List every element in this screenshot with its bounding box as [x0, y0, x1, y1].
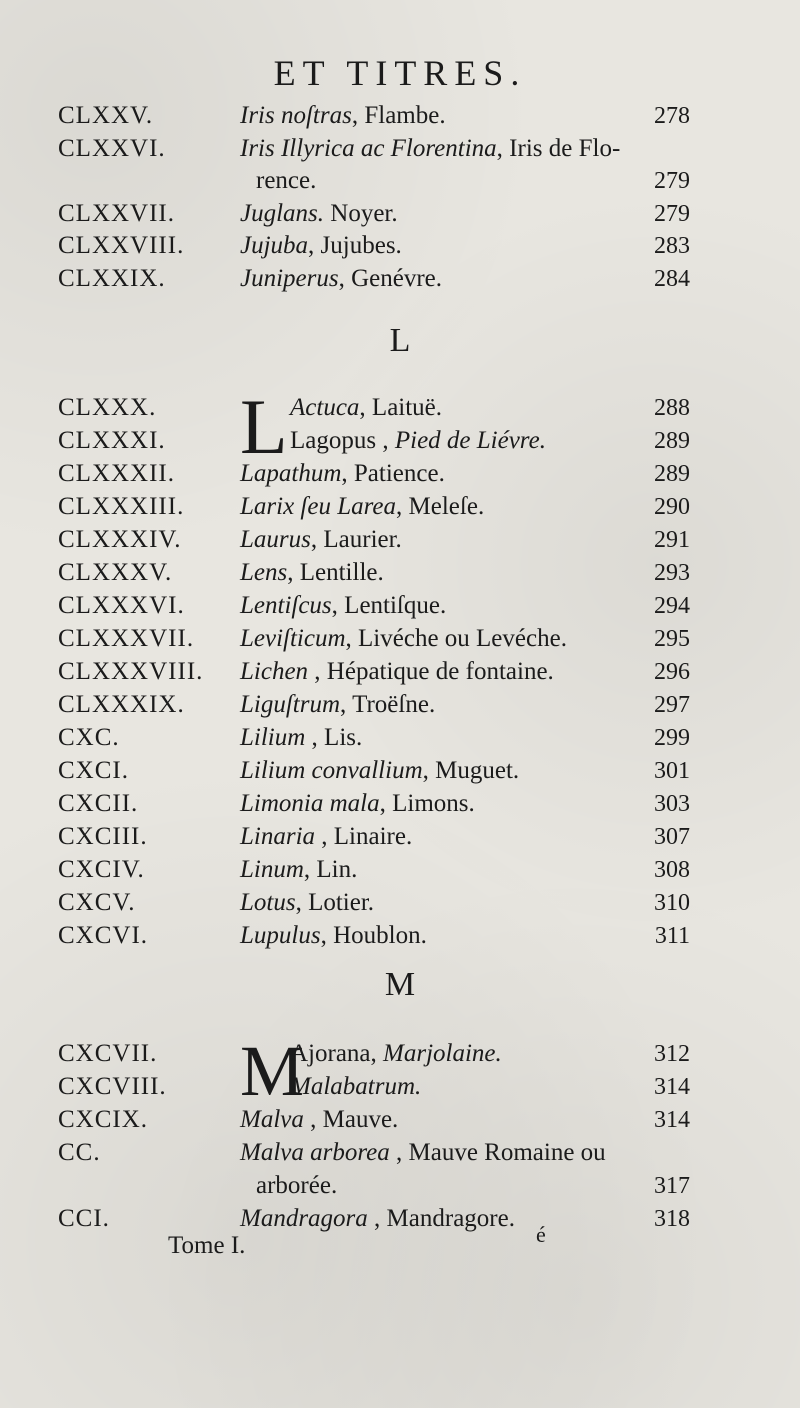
french-name: Ajorana,: [290, 1040, 384, 1067]
latin-name: Limonia mala: [240, 790, 380, 817]
page-number: 289: [654, 428, 690, 454]
entry-number: CXCVII.: [58, 1040, 158, 1067]
entry-number: CLXXXIII.: [58, 493, 185, 520]
latin-name: Laurus: [240, 526, 311, 553]
entry-number: CC.: [58, 1139, 101, 1166]
separator: ,: [303, 856, 317, 883]
latin-name: Lilium convallium: [240, 757, 423, 784]
entry-number: CXCV.: [58, 889, 136, 916]
separator: ,: [367, 1205, 387, 1232]
entry-number: CLXXXVIII.: [58, 658, 204, 685]
entry-name: [240, 621, 567, 657]
latin-name: Juglans.: [240, 199, 325, 227]
entry-name: [290, 423, 546, 459]
separator: ,: [379, 790, 393, 817]
entry-name: [240, 131, 620, 167]
separator: ,: [345, 625, 359, 652]
index-entry: [0, 522, 800, 558]
index-entry: [0, 819, 800, 855]
french-name: Laituë.: [371, 394, 443, 421]
entry-name: [240, 588, 446, 624]
latin-name: Actuca: [290, 394, 360, 421]
separator: ,: [340, 691, 353, 718]
page-number: 312: [654, 1041, 690, 1067]
latin-name: Jujuba: [240, 232, 309, 259]
separator: ,: [305, 724, 325, 751]
latin-name: Lilium: [240, 724, 306, 751]
page-number: 303: [654, 791, 690, 817]
page-number: 314: [654, 1107, 690, 1133]
entry-number: CXCVI.: [58, 922, 149, 949]
index-entry: [0, 918, 800, 954]
entry-name: [240, 654, 554, 690]
page-number: 291: [654, 527, 690, 553]
latin-name: Lentiſcus: [240, 592, 332, 619]
latin-name: Juniperus: [240, 264, 339, 292]
french-name: Muguet.: [435, 757, 520, 784]
latin-name: Mandragora: [240, 1205, 368, 1232]
entry-name: [240, 228, 402, 264]
entry-name: [240, 555, 384, 591]
french-name: Limons.: [392, 790, 475, 817]
entry-name: [240, 98, 446, 134]
entry-name: [240, 918, 427, 954]
latin-name: Liguſtrum: [240, 691, 341, 718]
index-entry: [0, 588, 800, 624]
french-name: Lin.: [316, 856, 358, 883]
index-entry: [0, 489, 800, 525]
page-number: 284: [654, 265, 690, 292]
index-entry: [0, 786, 800, 822]
latin-name: Lotus: [240, 889, 296, 916]
entry-name: [240, 1201, 515, 1237]
french-name: Mandragore.: [386, 1205, 515, 1232]
page-header: ET TITRES.: [273, 53, 527, 93]
index-entry: [0, 687, 800, 723]
entry-name: [240, 1135, 606, 1171]
entry-number: CLXXV.: [58, 102, 154, 129]
french-name: Houblon.: [333, 922, 427, 949]
index-entry: [0, 131, 800, 167]
entry-number: CLXXXVII.: [58, 625, 195, 652]
entry-name: [240, 1102, 398, 1138]
index-entry: [0, 1069, 800, 1105]
french-name: arborée.: [256, 1172, 338, 1199]
separator: ,: [496, 134, 510, 162]
latin-name: Lens: [240, 559, 288, 586]
french-name: Lentille.: [299, 559, 384, 586]
french-name: Troëſne.: [352, 691, 436, 718]
french-name: Livéche ou Levéche.: [358, 625, 567, 652]
page-number: 283: [654, 233, 690, 259]
french-name-italic: Pied de Liévre.: [394, 427, 546, 454]
entry-number: CXCIII.: [58, 823, 148, 850]
entry-number: CXCIV.: [58, 856, 145, 883]
french-name: Meleſe.: [408, 493, 485, 520]
french-name: Lis.: [324, 724, 363, 751]
page-number: 317: [654, 1173, 690, 1199]
entry-name: [240, 489, 484, 525]
entry-number: CXCII.: [58, 790, 139, 817]
entry-number: CXCIX.: [58, 1106, 149, 1133]
dropcap-m: M: [240, 1031, 305, 1111]
entry-number: CLXXXVI.: [58, 592, 185, 619]
french-name: Hépatique de fontaine.: [326, 658, 554, 685]
entry-number: CLXXX.: [58, 394, 157, 421]
page-number: 278: [654, 103, 690, 129]
french-name: Mauve Romaine ou: [408, 1139, 606, 1166]
entry-number: CLXXXIX.: [58, 691, 185, 718]
separator: ,: [308, 232, 321, 259]
index-entry: [0, 1102, 800, 1138]
separator: ,: [422, 757, 436, 784]
separator: ,: [331, 592, 345, 619]
page-number: 279: [654, 168, 690, 194]
entry-number: CXC.: [58, 724, 120, 751]
signature-mark: é: [536, 1222, 546, 1247]
separator: ,: [310, 526, 324, 553]
index-entry: [0, 423, 800, 459]
entry-number: CLXXXII.: [58, 460, 176, 487]
index-entry: [0, 885, 800, 921]
page-number: 308: [654, 857, 690, 883]
index-entry: [0, 1168, 800, 1204]
separator: ,: [295, 889, 309, 916]
index-entry: [0, 1135, 800, 1171]
volume-footer: Tome I.: [168, 1232, 246, 1259]
entry-name: [256, 1168, 337, 1204]
index-entry: [0, 163, 800, 199]
entry-number: CLXXVIII.: [58, 232, 185, 259]
french-name: Laurier.: [323, 526, 402, 553]
latin-name: Larix ſeu Larea: [240, 493, 397, 520]
index-entry: [0, 261, 800, 297]
page-number: 290: [654, 494, 690, 520]
separator: ,: [351, 102, 365, 129]
entry-number: CLXXVI.: [58, 134, 166, 162]
latin-name: Lupulus: [240, 922, 321, 949]
page-number: 311: [654, 923, 690, 949]
french-name: Flambe.: [364, 102, 446, 129]
latin-name: Leviſticum: [240, 625, 346, 652]
entry-number: CLXXVII.: [58, 199, 176, 227]
index-entry: [0, 1036, 800, 1072]
entry-number: CLXXXI.: [58, 427, 166, 454]
french-name: Genévre.: [351, 264, 443, 292]
french-name: Iris de Flo-: [509, 134, 621, 162]
separator: ,: [396, 493, 409, 520]
index-entry: [0, 654, 800, 690]
french-name: Noyer.: [330, 199, 398, 227]
separator: ,: [341, 460, 354, 487]
entry-number: CLXXIX.: [58, 264, 166, 292]
latin-name: Linaria: [240, 823, 316, 850]
page-number: 307: [654, 824, 690, 850]
page-number: 289: [654, 461, 690, 487]
entry-name: [240, 261, 442, 297]
index-entry: [0, 1201, 800, 1237]
latin-name: Lapathum: [240, 460, 342, 487]
index-entry: [0, 555, 800, 591]
entry-name: [240, 852, 357, 888]
page-number: 279: [654, 200, 690, 227]
entry-name: [240, 687, 435, 723]
separator: ,: [287, 559, 300, 586]
entry-name: [256, 163, 316, 199]
latin-name: Iris Illyrica ac Florentina: [240, 134, 497, 162]
section-heading-l: L: [389, 322, 411, 359]
french-name-italic: Marjolaine.: [383, 1040, 502, 1067]
separator: ,: [303, 1106, 323, 1133]
page-number: 297: [654, 692, 690, 718]
page-number: 318: [654, 1206, 690, 1232]
separator: ,: [389, 1139, 409, 1166]
entry-name: [240, 522, 402, 558]
entry-name: [240, 885, 374, 921]
latin-name: Malabatrum.: [290, 1073, 422, 1100]
entry-name: [290, 1036, 502, 1072]
section-heading-m: M: [384, 966, 416, 1003]
latin-name: Iris noſtras: [240, 102, 352, 129]
index-entry: [0, 228, 800, 264]
separator: ,: [315, 823, 334, 850]
entry-name: [240, 786, 475, 822]
entry-number: CLXXXV.: [58, 559, 173, 586]
dropcap-l: L: [240, 383, 288, 470]
french-name: Mauve.: [322, 1106, 399, 1133]
index-entry: [0, 456, 800, 492]
french-name: Patience.: [353, 460, 445, 487]
page-number: 294: [654, 593, 690, 619]
separator: ,: [338, 264, 352, 292]
separator: ,: [308, 658, 327, 685]
separator: ,: [320, 922, 334, 949]
entry-number: CXCI.: [58, 757, 129, 784]
index-entry: [0, 852, 800, 888]
french-name: Lagopus ,: [290, 427, 395, 454]
latin-name: Lichen: [240, 658, 309, 685]
french-name: Lotier.: [308, 889, 375, 916]
french-name: rence.: [256, 167, 317, 194]
latin-name: Malva: [240, 1106, 304, 1133]
entry-name: [240, 196, 398, 232]
index-entry: [0, 753, 800, 789]
entry-number: CXCVIII.: [58, 1073, 167, 1100]
entry-name: [240, 819, 412, 855]
entry-name: [290, 390, 442, 426]
index-entry: [0, 196, 800, 232]
latin-name: Linum: [240, 856, 304, 883]
separator: ,: [359, 394, 372, 421]
page-number: 299: [654, 725, 690, 751]
page-number: 296: [654, 659, 690, 685]
entry-name: [240, 720, 362, 756]
page-number: 293: [654, 560, 690, 586]
entry-number: CLXXXIV.: [58, 526, 182, 553]
french-name: Linaire.: [333, 823, 413, 850]
entry-number: CCI.: [58, 1205, 110, 1232]
entry-name: [240, 753, 519, 789]
page-number: 288: [654, 395, 690, 421]
entry-name: [240, 456, 445, 492]
index-entry: [0, 621, 800, 657]
french-name: Lentiſque.: [344, 592, 447, 619]
index-entry: [0, 98, 800, 134]
page-number: 310: [654, 890, 690, 916]
french-name: Jujubes.: [320, 232, 402, 259]
page-number: 314: [654, 1074, 690, 1100]
page-number: 295: [654, 626, 690, 652]
index-entry: [0, 720, 800, 756]
entry-name: [290, 1069, 421, 1105]
index-entry: [0, 390, 800, 426]
page-number: 301: [654, 758, 690, 784]
latin-name: Malva arborea: [240, 1139, 390, 1166]
